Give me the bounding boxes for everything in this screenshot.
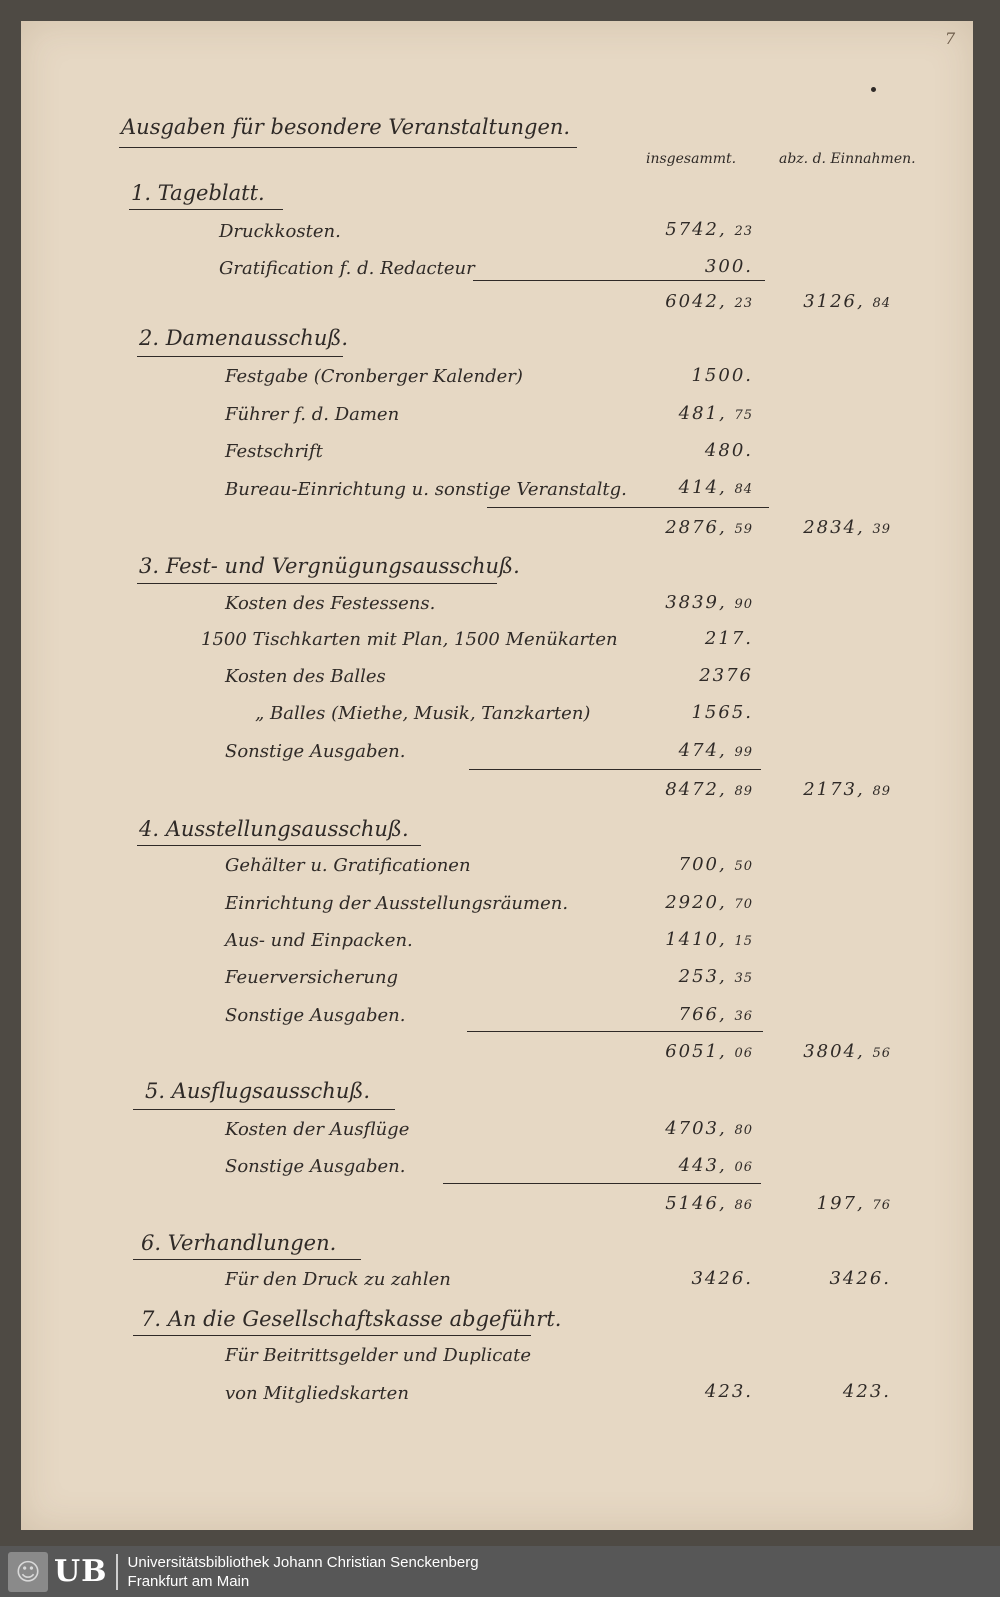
amount-total: 4703, 80	[665, 1118, 753, 1139]
line-item: „ Balles (Miethe, Musik, Tanzkarten)	[255, 703, 591, 724]
amount-net: 3426.	[829, 1268, 891, 1289]
page-number: 7	[945, 29, 956, 48]
section-underline	[137, 583, 497, 584]
section-underline	[137, 356, 343, 357]
line-item: Kosten des Festessens.	[225, 593, 436, 614]
amount-total: 474, 99	[678, 740, 753, 761]
sum-rule	[487, 507, 769, 508]
amount-total: 443, 06	[678, 1155, 753, 1176]
line-item: Gratification f. d. Redacteur	[219, 258, 475, 279]
section-heading: 4. Ausstellungsausschuß.	[139, 817, 409, 841]
footer-divider	[116, 1554, 118, 1590]
institution-line-1: Universitätsbibliothek Johann Christian Senckenberg	[127, 1553, 479, 1571]
amount-total: 423.	[704, 1381, 753, 1402]
amount-total: 480.	[704, 440, 753, 461]
sum-rule	[443, 1183, 761, 1184]
line-item: Festschrift	[225, 441, 323, 462]
section-total: 2876, 59	[665, 517, 753, 538]
section-heading: 6. Verhandlungen.	[141, 1231, 337, 1255]
line-item: Führer f. d. Damen	[225, 404, 400, 425]
section-underline	[133, 1109, 395, 1110]
amount-total: 1410, 15	[665, 929, 753, 950]
page-title: Ausgaben für besondere Veranstaltungen.	[121, 115, 571, 139]
amount-total: 5742, 23	[665, 219, 753, 240]
section-net: 3804, 56	[803, 1041, 891, 1062]
line-item: Für den Druck zu zahlen	[225, 1269, 451, 1290]
section-total: 6042, 23	[665, 291, 753, 312]
amount-total: 481, 75	[678, 403, 753, 424]
line-item: Kosten des Balles	[225, 666, 386, 687]
line-item: Gehälter u. Gratificationen	[225, 855, 471, 876]
amount-total: 700, 50	[678, 854, 753, 875]
line-item: Aus- und Einpacken.	[225, 930, 413, 951]
ink-dot	[871, 87, 876, 92]
line-item: Einrichtung der Ausstellungsräumen.	[225, 893, 569, 914]
amount-net: 423.	[842, 1381, 891, 1402]
amount-total: 300.	[704, 256, 753, 277]
section-heading: 7. An die Gesellschaftskasse abgeführt.	[141, 1307, 562, 1331]
section-underline	[129, 209, 283, 210]
line-item: Feuerversicherung	[225, 967, 399, 988]
line-item: Kosten der Ausflüge	[225, 1119, 410, 1140]
portrait-icon: ☺	[8, 1552, 48, 1592]
title-underline	[119, 147, 577, 148]
section-underline	[133, 1259, 361, 1260]
section-net: 197, 76	[816, 1193, 891, 1214]
amount-total: 2920, 70	[665, 892, 753, 913]
section-net: 2834, 39	[803, 517, 891, 538]
section-net: 2173, 89	[803, 779, 891, 800]
amount-total: 2376	[699, 665, 753, 686]
line-item: Für Beitrittsgelder und Duplicate	[225, 1345, 531, 1366]
amount-total: 253, 35	[678, 966, 753, 987]
section-underline	[133, 1335, 531, 1336]
library-logo[interactable]	[8, 1552, 108, 1592]
line-item: von Mitgliedskarten	[225, 1383, 409, 1404]
column-header-total: insgesammt.	[646, 151, 737, 167]
amount-total: 1500.	[691, 365, 753, 386]
section-total: 6051, 06	[665, 1041, 753, 1062]
section-heading: 2. Damenausschuß.	[139, 326, 349, 350]
amount-total: 3426.	[691, 1268, 753, 1289]
column-header-net: abz. d. Einnahmen.	[779, 151, 916, 167]
manuscript-page	[21, 21, 973, 1530]
sum-rule	[469, 769, 761, 770]
amount-total: 3839, 90	[665, 592, 753, 613]
line-item: Druckkosten.	[219, 221, 341, 242]
library-footer	[0, 1546, 1000, 1597]
line-item: Bureau-Einrichtung u. sonstige Veranstaltg.	[225, 479, 627, 500]
institution-name	[128, 1553, 479, 1591]
amount-total: 766, 36	[678, 1004, 753, 1025]
sum-rule	[467, 1031, 763, 1032]
section-heading: 1. Tageblatt.	[131, 181, 265, 205]
line-item: Sonstige Ausgaben.	[225, 741, 406, 762]
section-total: 8472, 89	[665, 779, 753, 800]
line-item: Sonstige Ausgaben.	[225, 1005, 406, 1026]
amount-total: 414, 84	[678, 477, 753, 498]
line-item: Festgabe (Cronberger Kalender)	[225, 366, 523, 387]
section-net: 3126, 84	[803, 291, 891, 312]
section-heading: 5. Ausflugsausschuß.	[145, 1079, 371, 1103]
line-item: 1500 Tischkarten mit Plan, 1500 Menükarten	[201, 629, 618, 650]
section-heading: 3. Fest- und Vergnügungsausschuß.	[139, 554, 520, 578]
amount-total: 217.	[704, 628, 753, 649]
line-item: Sonstige Ausgaben.	[225, 1156, 406, 1177]
section-underline	[137, 845, 421, 846]
amount-total: 1565.	[691, 702, 753, 723]
logo-text: UB	[54, 1554, 108, 1589]
institution-line-2: Frankfurt am Main	[127, 1572, 250, 1590]
section-total: 5146, 86	[665, 1193, 753, 1214]
sum-rule	[473, 280, 765, 281]
